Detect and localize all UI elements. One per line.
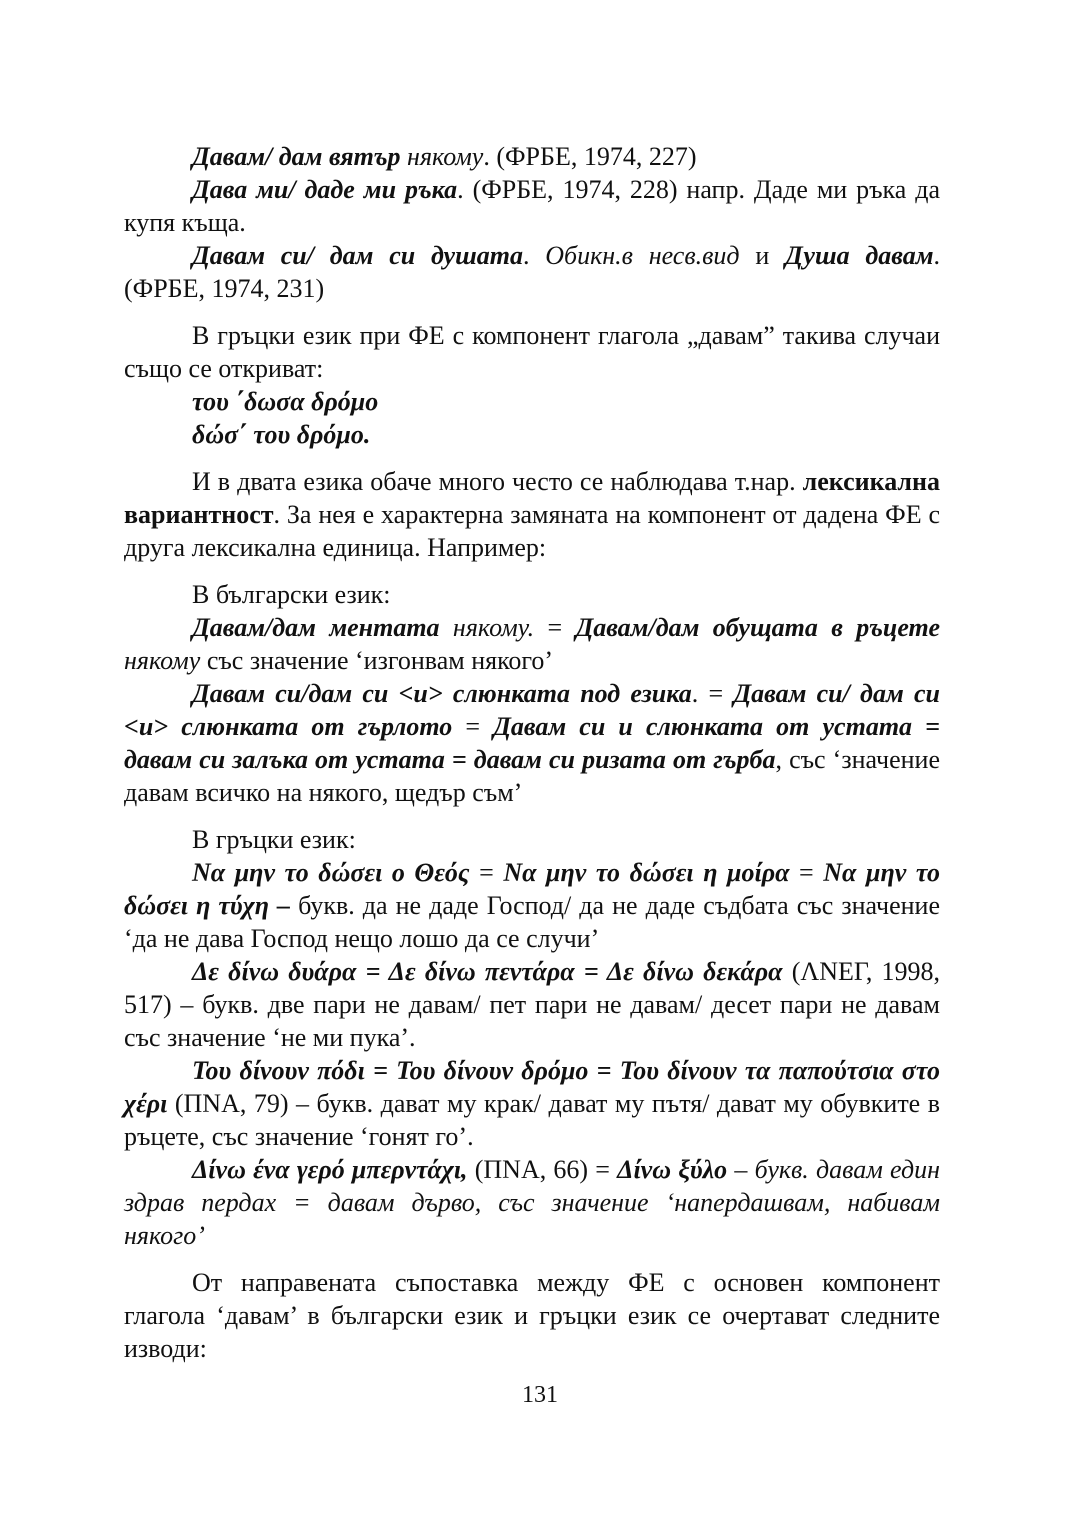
paragraph: [124, 239, 940, 305]
paragraph: [124, 955, 940, 1054]
text-run: В български език:: [192, 580, 391, 609]
paragraph: [124, 823, 940, 856]
text-run: =: [469, 858, 504, 887]
text-run: . (ФРБЕ, 1974, 231): [124, 241, 941, 303]
paragraph: [124, 140, 940, 173]
text-run: От направената съпоставка между ФЕ с основен компонент глагола ‘давам’ в български език и гръцки език се очертават следните изводи:: [124, 1268, 940, 1363]
paragraph: [124, 677, 940, 809]
text-run: =: [789, 858, 824, 887]
text-run: . =: [691, 679, 734, 708]
text-run: =: [534, 613, 576, 642]
paragraph: [124, 1054, 940, 1153]
text-run: (ΠΝΑ, 79) – букв. дават му крак/ дават му пътя/ дават му обувките в ръцете, със значение ‘гонят го’.: [124, 1089, 940, 1151]
paragraph: [124, 611, 940, 677]
paragraph: [124, 418, 940, 451]
text-run: , със ‘значение давам всичко на някого, щедър съм’: [124, 745, 940, 807]
text-run: В гръцки език:: [192, 825, 356, 854]
text-run: του ΄δωσα δρόμο: [192, 387, 379, 416]
text-run: някому.: [439, 613, 535, 642]
text-run: Давам/ дам вятър: [192, 142, 401, 171]
text-run: Давам си/ дам си душата: [192, 241, 523, 270]
text-run: Обикн.в несв.вид: [545, 241, 740, 270]
paragraph: [124, 578, 940, 611]
text-run: букв. да не даде Господ/ да не даде съдбата със значение ‘да не дава Господ нещо лошо да се случи’: [124, 891, 941, 953]
text-run: Να μην το δώσει ο Θεός: [192, 858, 470, 887]
text-run: Давам/дам обущата в ръцете: [575, 613, 940, 642]
text-run: . (ФРБЕ, 1974, 228) напр. Даде ми ръка да купя къща.: [124, 175, 940, 237]
text-run: някому: [400, 142, 484, 171]
text-run: лексикална вариантност: [124, 467, 940, 529]
paragraph: [124, 173, 940, 239]
paragraph: [124, 465, 940, 564]
text-run: (ΛΝΕΓ, 1998, 517) – букв. две пари не давам/ пет пари не давам/ десет пари не давам със значение ‘не ми пука’.: [124, 957, 941, 1052]
text-run: (ΠΝΑ, 66) =: [467, 1155, 618, 1184]
paragraph: [124, 385, 940, 418]
text-run: В гръцки език при ФЕ с компонент глагола „давам” такива случаи също се откриват:: [124, 321, 940, 383]
text-run: Δε δίνω δυάρα = Δε δίνω πεντάρα = Δε δίνω δεκάρα: [192, 957, 783, 986]
text-run: . (ФРБЕ, 1974, 227): [483, 142, 697, 171]
page-number: 131: [522, 1382, 558, 1408]
text-run: Давам/дам ментата: [192, 613, 440, 642]
text-run: и: [739, 241, 785, 270]
paragraph: [124, 856, 940, 955]
text-run: Дава ми/ даде ми ръка: [192, 175, 458, 204]
paragraph: [124, 1153, 940, 1252]
page-body: [124, 140, 940, 1365]
text-run: – букв. давам един здрав пердах = давам дърво, със значение ‘напердашвам, набивам някого’: [124, 1155, 940, 1250]
text-run: Душа давам: [785, 241, 934, 270]
text-run: Давам си и слюнката от устата = давам си залъка от устата = давам си ризата от гърба: [124, 712, 940, 774]
text-run: И в двата езика обаче много често се наблюдава т.нар.: [192, 467, 803, 496]
paragraph: [124, 1266, 940, 1365]
text-run: . За нея е характерна замяната на компонент от дадена ФЕ с друга лексикална единица. Например:: [124, 500, 940, 562]
paragraph: [124, 319, 940, 385]
text-run: Давам си/ дам си <и> слюнката от гърлото: [124, 679, 940, 741]
text-run: Να μην το δώσει η μοίρα: [503, 858, 790, 887]
text-run: Δίνω ξύλο: [617, 1155, 728, 1184]
text-run: някому: [124, 646, 201, 675]
text-run: със значение ‘изгонвам някого’: [200, 646, 554, 675]
text-run: =: [452, 712, 494, 741]
text-run: Δίνω ένα γερό μπερντάχι,: [192, 1155, 468, 1184]
text-run: δώσ΄ του δρόμο.: [192, 420, 371, 449]
text-run: .: [522, 241, 546, 270]
text-run: Давам си/дам си <и> слюнката под езика: [192, 679, 692, 708]
text-run: Του δίνουν πόδι = Του δίνουν δρόμο = Του δίνουν τα παπούτσια στο χέρι: [124, 1056, 940, 1118]
text-run: Να μην το δώσει η τύχη –: [124, 858, 941, 920]
